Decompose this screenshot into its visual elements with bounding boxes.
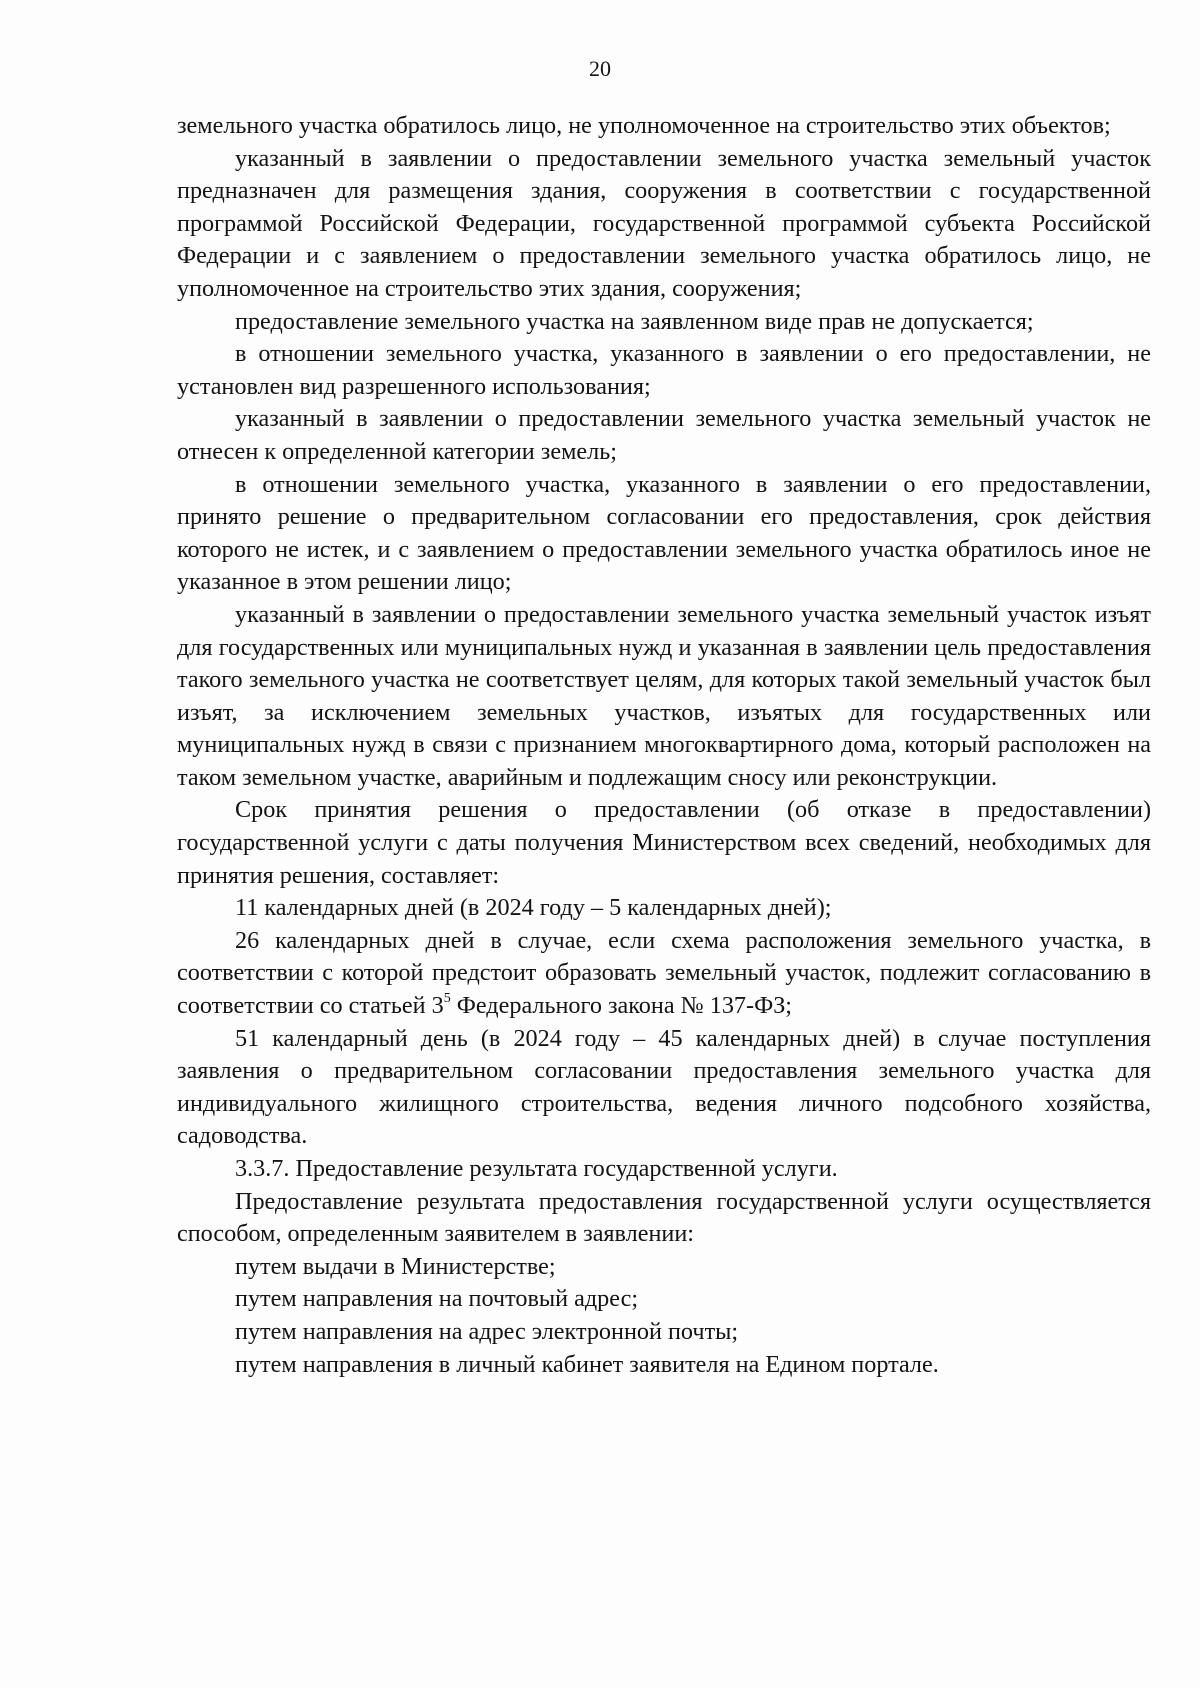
document-body bbox=[177, 110, 1151, 1381]
paragraph: Предоставление результата предоставления государственной услуги осуществляется способом, определенным заявителем в заявлении: bbox=[177, 1187, 1151, 1248]
paragraph: земельного участка обратилось лицо, не уполномоченное на строительство этих объектов; bbox=[177, 112, 1111, 139]
paragraph: указанный в заявлении о предоставлении земельного участка земельный участок предназначен для размещения здания, сооружения в соответствии с государственной программой Российской Федерации, государственной программой субъекта Российской Федерации и с заявлением о предоставлении земельного участка обратилось лицо, не уполномоченное на строительство этих здания, сооружения; bbox=[177, 144, 1151, 302]
list-item: путем направления на адрес электронной почты; bbox=[235, 1317, 739, 1345]
paragraph: 11 календарных дней (в 2024 году – 5 календарных дней); bbox=[235, 894, 832, 922]
paragraph: Срок принятия решения о предоставлении (об отказе в предоставлении) государственной услуги с даты получения Министерством всех сведений, необходимых для принятия решения, составляет: bbox=[177, 796, 1151, 889]
list-item: путем направления в личный кабинет заявителя на Едином портале. bbox=[235, 1350, 939, 1378]
article-superscript: 5 bbox=[443, 990, 451, 1006]
section-heading: 3.3.7. Предоставление результата государственной услуги. bbox=[235, 1155, 838, 1182]
paragraph-text-before: 26 календарных дней в случае, если схема расположения земельного участка, в соответствии с которой предстоит образовать земельный участок, подлежит согласованию в соответствии со статьей 3 bbox=[177, 926, 1151, 1020]
list-item: путем выдачи в Министерстве; bbox=[235, 1252, 556, 1280]
paragraph: в отношении земельного участка, указанного в заявлении о его предоставлении, принято решение о предварительном согласовании его предоставления, срок действия которого не истек, и с заявлением о предоставлении земельного участка обратилось иное не указанное в этом решении лицо; bbox=[177, 470, 1151, 596]
page-number: 20 bbox=[589, 56, 611, 81]
paragraph: в отношении земельного участка, указанного в заявлении о его предоставлении, не установлен вид разрешенного использования; bbox=[177, 340, 1151, 400]
paragraph: предоставление земельного участка на заявленном виде прав не допускается; bbox=[235, 307, 1034, 335]
paragraph: указанный в заявлении о предоставлении земельного участка земельный участок изъят для государственных или муниципальных нужд и указанная в заявлении цель предоставления такого земельного участка не соответствует целям, для которых такой земельный участок был изъят, за исключением земельных участков, изъятых для государственных или муниципальных нужд в связи с признанием многоквартирного дома, который расположен на таком земельном участке, аварийным и подлежащим сносу или реконструкции. bbox=[177, 600, 1151, 791]
paragraph-text-after: Федерального закона № 137-ФЗ; bbox=[450, 992, 793, 1020]
list-item: путем направления на почтовый адрес; bbox=[235, 1285, 639, 1313]
paragraph: 51 календарный день (в 2024 году – 45 календарных дней) в случае поступления заявления о предварительном согласовании предоставления земельного участка для индивидуального жилищного строительства, ведения личного подсобного хозяйства, садоводства. bbox=[177, 1024, 1151, 1150]
paragraph: указанный в заявлении о предоставлении земельного участка земельный участок не отнесен к определенной категории земель; bbox=[177, 405, 1151, 465]
paragraph-with-superscript bbox=[177, 925, 1151, 1023]
